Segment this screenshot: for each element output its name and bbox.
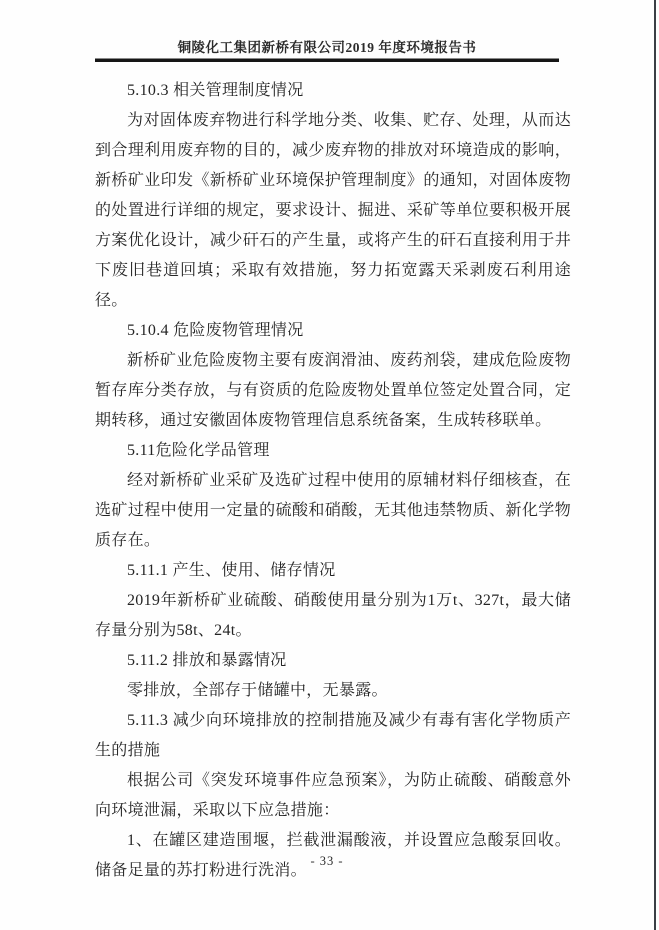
body-paragraph: 新桥矿业危险废物主要有废润滑油、废药剂袋，建成危险废物暂存库分类存放，与有资质的危险废物处置单位签定处置合同，定期转移，通过安徽固体废物管理信息系统备案，生成转移联单。 xyxy=(95,352,571,429)
section-heading-5-11-1: 5.11.1 产生、使用、储存情况 xyxy=(127,562,336,579)
body-paragraph: 为对固体废弃物进行科学地分类、收集、贮存、处理，从而达到合理利用废弃物的目的，减少废弃物的排放对环境造成的影响，新桥矿业印发《新桥矿业环境保护管理制度》的通知，对固体废物的处置进行详细的规定，要求设计、掘进、采矿等单位要积极开展方案优化设计，减少矸石的产生量，或将产生的矸石直接利用于井下废旧巷道回填；采取有效措施，努力拓宽露天采剥废石利用途径。 xyxy=(95,112,571,309)
body-paragraph: 根据公司《突发环境事件应急预案》，为防止硫酸、硝酸意外向环境泄漏，采取以下应急措施： xyxy=(95,772,571,819)
document-body xyxy=(95,76,571,886)
body-paragraph: 经对新桥矿业采矿及选矿过程中使用的原辅材料仔细核查，在选矿过程中使用一定量的硫酸和硝酸，无其他违禁物质、新化学物质存在。 xyxy=(95,472,571,549)
section-heading-5-11-2: 5.11.2 排放和暴露情况 xyxy=(127,652,287,669)
body-paragraph: 1、在罐区建造围堰，拦截泄漏酸液，并设置应急酸泵回收。储备足量的苏打粉进行洗消。 xyxy=(95,832,571,879)
page-number: - 33 - xyxy=(310,854,344,868)
scan-edge-line xyxy=(654,0,656,930)
body-paragraph: 零排放，全部存于储罐中，无暴露。 xyxy=(127,682,388,699)
section-heading-5-10-4: 5.10.4 危险废物管理情况 xyxy=(127,322,304,339)
page-header-title: 铜陵化工集团新桥有限公司2019 年度环境报告书 xyxy=(177,40,477,55)
header-rule xyxy=(95,58,559,62)
body-paragraph: 2019年新桥矿业硫酸、硝酸使用量分别为1万t、327t，最大储存量分别为58t、24t。 xyxy=(95,592,571,639)
section-heading-5-10-3: 5.10.3 相关管理制度情况 xyxy=(127,82,304,99)
section-heading-5-11-3: 5.11.3 减少向环境排放的控制措施及减少有毒有害化学物质产生的措施 xyxy=(95,712,571,759)
section-heading-5-11: 5.11危险化学品管理 xyxy=(127,442,270,459)
